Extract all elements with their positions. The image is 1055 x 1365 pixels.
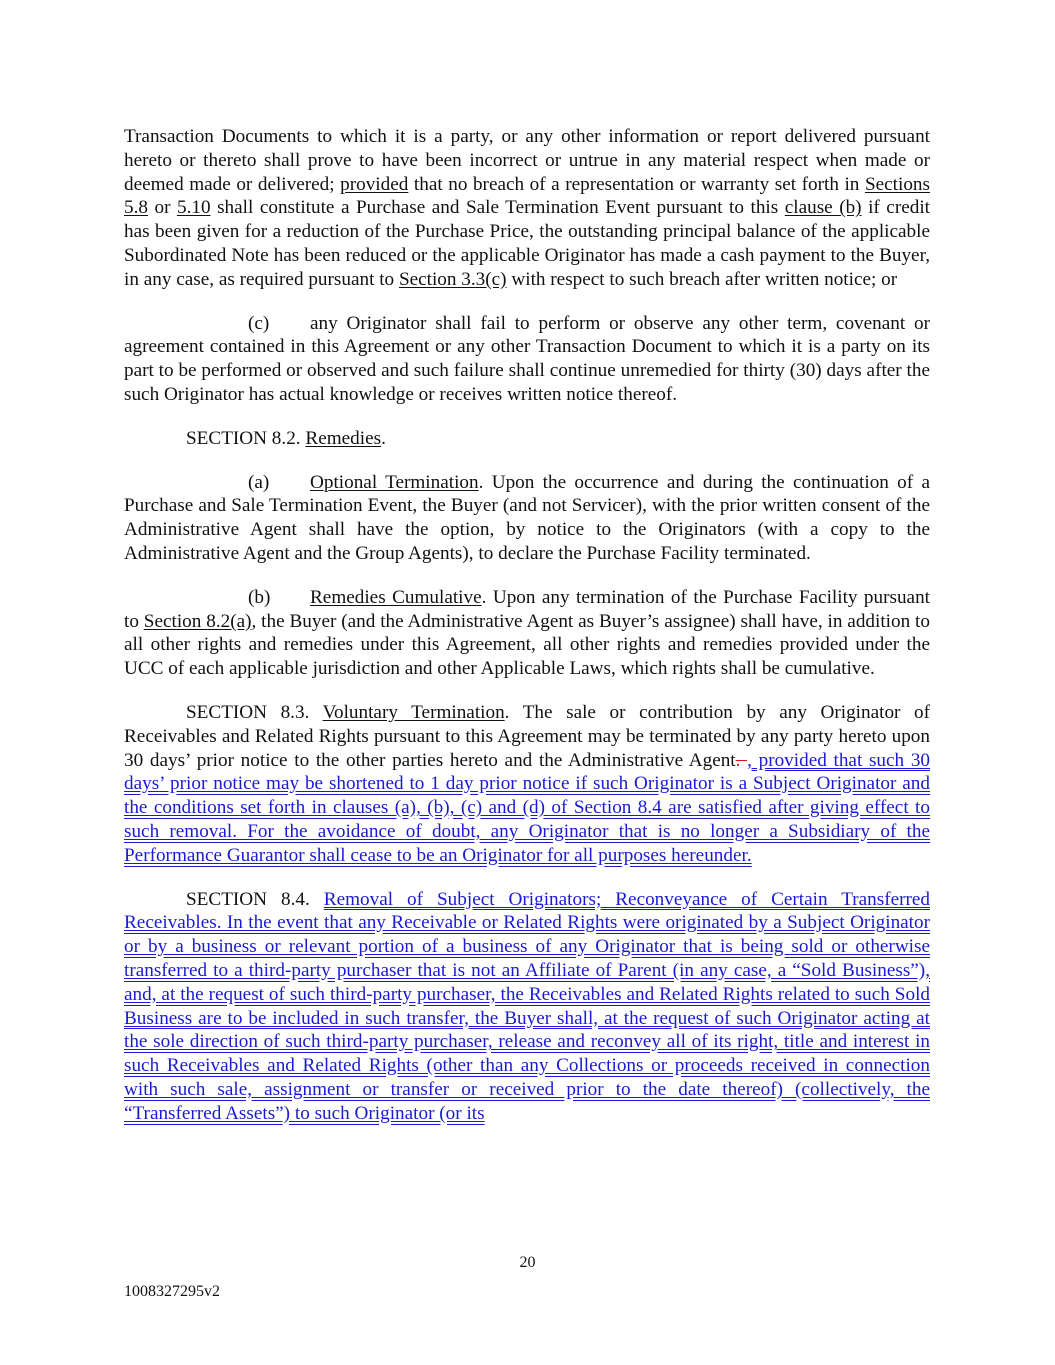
- clause-title: Optional Termination: [310, 471, 479, 493]
- clause-label: (b): [248, 586, 271, 608]
- provided-term: provided: [340, 173, 409, 195]
- section-ref: Section 3.3(c): [398, 268, 507, 290]
- section-title: Voluntary Termination: [322, 701, 505, 723]
- clause-label: (c): [248, 312, 270, 334]
- paragraph-b-continuation: Transaction Documents to which it is a party, or any other information or report delivered pursuant hereto or thereto shall prove to have been incorrect or untrue in any material respect when made or deemed made or delivered; provided that no breach of a representation or warranty set forth in Sections 5.8 or 5.10 shall constitute a Purchase and Sale Termination Event pursuant to this clause (b) if credit has been given for a reduction of the Purchase Price, the outstanding principal balance of the applicable Subordinated Note has been reduced or the applicable Originator has made a cash payment to the Buyer, in any case, as required pursuant to Section 3.3(c) with respect to such breach after written notice; or: [124, 126, 930, 290]
- inserted-text: Removal of Subject Originators; Reconveyance of Certain Transferred Receivables. In the event that any Receivable or Related Rights were originated by a Subject Originator or by a business or relevant portion of a business of any Originator that is being sold or otherwise transferred to a third-party purchaser that is not an Affiliate of Parent (in any case, a “Sold Business”), and, at the request of such third-party purchaser, the Receivables and Related Rights related to such Sold Business are to be included in such transfer, the Buyer shall, at the request of such Originator acting at the sole direction of such third-party purchaser, release and reconvey all of its right, title and interest in such Receivables and Related Rights (other than any Collections or proceeds received in connection with such sale, assignment or transfer or received prior to the date thereof) (collectively, the “Transferred Assets”) to such Originator (or its: [124, 888, 931, 1124]
- section-ref: Section 8.2(a): [143, 610, 252, 632]
- clause-title: Remedies Cumulative: [310, 586, 482, 608]
- section-8-2-b: (b) Remedies Cumulative. Upon any termination of the Purchase Facility pursuant to Section 8.2(a), the Buyer (and the Administrative Agent as Buyer’s assignee) shall have, in addition to all other rights and remedies under this Agreement, all other rights and remedies provided under the UCC of each applicable jurisdiction and other Applicable Laws, which rights shall be cumulative.: [124, 586, 930, 680]
- section-8-2-a: (a) Optional Termination. Upon the occurrence and during the continuation of a Purchase and Sale Termination Event, the Buyer (and not Servicer), with the prior written consent of the Administrative Agent shall have the option, by notice to the Originators (with a copy to the Administrative Agent and the Group Agents), to declare the Purchase Facility terminated.: [124, 471, 930, 564]
- section-ref: Sections 5.8: [124, 173, 930, 219]
- clause-label: (a): [248, 471, 270, 493]
- section-8-4: SECTION 8.4. Removal of Subject Originators; Reconveyance of Certain Transferred Receivables. In the event that any Receivable or Related Rights were originated by a Subject Originator or by a business or relevant portion of a business of any Originator that is being sold or otherwise transferred to a third-party purchaser that is not an Affiliate of Parent (in any case, a “Sold Business”), and, at the request of such third-party purchaser, the Receivables and Related Rights related to such Sold Business are to be included in such transfer, the Buyer shall, at the request of such Originator acting at the sole direction of such third-party purchaser, release and reconvey all of its right, title and interest in such Receivables and Related Rights (other than any Collections or proceeds received in connection with such sale, assignment or transfer or received prior to the date thereof) (collectively, the “Transferred Assets”) to such Originator (or its: [124, 888, 931, 1124]
- section-ref: 5.10: [177, 197, 211, 219]
- page-number: 20: [519, 1254, 536, 1271]
- inserted-text: , provided that such 30 days’ prior notice may be shortened to 1 day prior notice if such Originator is a Subject Originator and the conditions set forth in clauses (a), (b), (c) and (d) of Section 8.4 are satisfied after giving effect to such removal. For the avoidance of doubt, any Originator that is no longer a Subsidiary of the Performance Guarantor shall cease to be an Originator for all purposes hereunder.: [124, 749, 931, 866]
- deleted-text: .: [735, 749, 748, 771]
- section-title: Remedies: [305, 427, 382, 449]
- clause-ref: clause (b): [784, 197, 862, 219]
- paragraph-c: (c) any Originator shall fail to perform or observe any other term, covenant or agreement contained in this Agreement or any other Transaction Document to which it is a party on its part to be performed or observed and such failure shall continue unremedied for thirty (30) days after the such Originator has actual knowledge or receives written notice thereof.: [124, 312, 930, 405]
- section-8-2-heading: SECTION 8.2. Remedies.: [186, 427, 386, 449]
- document-page: [124, 125, 930, 1145]
- document-id: 1008327295v2: [124, 1283, 220, 1300]
- section-8-3: SECTION 8.3. Voluntary Termination. The sale or contribution by any Originator of Receivables and Related Rights pursuant to this Agreement may be terminated by any party hereto upon 30 days’ prior notice to the other parties hereto and the Administrative Agent. , provided that such 30 days’ prior notice may be shortened to 1 day prior notice if such Originator is a Subject Originator and the conditions set forth in clauses (a), (b), (c) and (d) of Section 8.4 are satisfied after giving effect to such removal. For the avoidance of doubt, any Originator that is no longer a Subsidiary of the Performance Guarantor shall cease to be an Originator for all purposes hereunder.: [124, 701, 931, 866]
